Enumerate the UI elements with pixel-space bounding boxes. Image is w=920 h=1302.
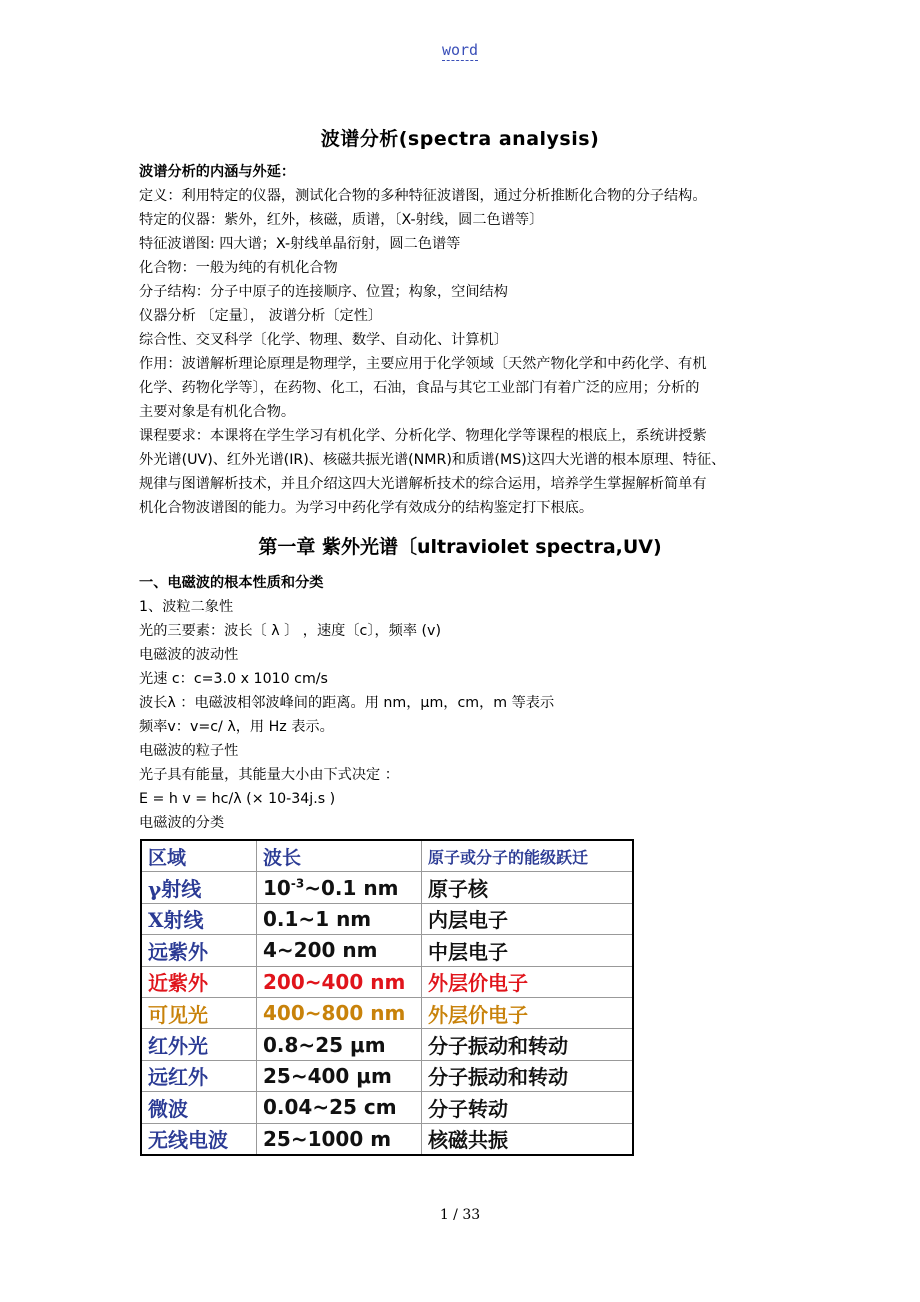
wavelength-text: 200~400 nm: [263, 969, 406, 994]
table-cell-transition: 核磁共振: [422, 1123, 634, 1155]
table-cell-region: 红外光: [141, 1029, 257, 1060]
table-cell-wavelength: [257, 903, 422, 934]
table-cell-region: 近紫外: [141, 966, 257, 997]
section-line: 一、电磁波的根本性质和分类: [139, 575, 324, 591]
table-header-row: [141, 840, 633, 872]
table-row: [141, 872, 633, 903]
section-line: 电磁波的分类: [139, 815, 225, 831]
wavelength-text: 25~400 μm: [263, 1063, 392, 1088]
header-word-link-text[interactable]: word: [441, 41, 479, 59]
table-row: [141, 903, 633, 934]
table-row: [141, 997, 633, 1028]
section-line: 电磁波的波动性: [139, 647, 239, 663]
section-line: E = h v = hc/λ (× 10-34j.s ): [139, 791, 336, 807]
wavelength-text: 400~800 nm: [263, 1001, 406, 1026]
table-cell-wavelength: [257, 1123, 422, 1155]
table-cell-transition: 分子振动和转动: [422, 1060, 634, 1091]
table-cell-wavelength: [257, 1060, 422, 1091]
intro-line: 化合物：一般为纯的有机化合物: [139, 260, 338, 276]
table-cell-transition: 原子核: [422, 872, 634, 903]
table-cell-wavelength: [257, 935, 422, 966]
table-cell-transition: 分子转动: [422, 1092, 634, 1123]
intro-line: 波谱分析的内涵与外延：: [139, 164, 296, 180]
table-cell-region: 无线电波: [141, 1123, 257, 1155]
section-line: 1、波粒二象性: [139, 599, 234, 615]
table-cell-wavelength: [257, 966, 422, 997]
table-cell-region: X射线: [141, 903, 257, 934]
header-word-link[interactable]: [0, 41, 920, 59]
wavelength-text-suffix: ~0.1 nm: [304, 875, 399, 900]
table-cell-region: γ射线: [141, 872, 257, 903]
chapter-title: 第一章 紫外光谱〔ultraviolet spectra,UV): [258, 536, 662, 558]
section-line: 频率v：v=c/ λ，用 Hz 表示。: [139, 719, 334, 735]
intro-line: 规律与图谱解析技术，并且介绍这四大光谱解析技术的综合运用，培养学生掌握解析简单有: [139, 476, 707, 492]
table-row: [141, 966, 633, 997]
section-line: 电磁波的粒子性: [139, 743, 239, 759]
document-title: 波谱分析(spectra analysis): [320, 128, 600, 150]
intro-line: 仪器分析 〔定量〕， 波谱分析〔定性〕: [139, 308, 383, 324]
wavelength-text: 4~200 nm: [263, 938, 378, 963]
intro-line: 分子结构：分子中原子的连接顺序、位置；构象，空间结构: [139, 284, 508, 300]
intro-line: 化学、药物化学等〕，在药物、化工，石油，食品与其它工业部门有着广泛的应用；分析的: [139, 380, 700, 396]
intro-line: 特征波谱图: 四大谱；X-射线单晶衍射，圆二色谱等: [139, 236, 461, 252]
table-cell-transition: 外层价电子: [422, 997, 634, 1028]
table-cell-region: 远紫外: [141, 935, 257, 966]
table-row: [141, 1060, 633, 1091]
table-cell-wavelength: [257, 1029, 422, 1060]
intro-line: 外光谱(UV)、红外光谱(IR)、核磁共振光谱(NMR)和质谱(MS)这四大光谱的根本原理、特征、: [139, 452, 726, 468]
table-cell-wavelength: [257, 1092, 422, 1123]
wavelength-text: 0.8~25 μm: [263, 1032, 386, 1057]
wavelength-text: 10: [263, 875, 291, 900]
intro-line: 定义：利用特定的仪器，测试化合物的多种特征波谱图，通过分析推断化合物的分子结构。: [139, 188, 707, 204]
table-cell-transition: 外层价电子: [422, 966, 634, 997]
intro-section: [139, 160, 789, 520]
section-line: 波长λ ：电磁波相邻波峰间的距离。用 nm，μm，cm，m 等表示: [139, 695, 555, 711]
table-header-wavelength: 波长: [257, 840, 422, 872]
section-line: 光速 c：c=3.0 x 1010 cm/s: [139, 671, 328, 687]
table-cell-wavelength: [257, 872, 422, 903]
intro-line: 主要对象是有机化合物。: [139, 404, 296, 420]
intro-line: 课程要求：本课将在学生学习有机化学、分析化学、物理化学等课程的根底上，系统讲授紫: [139, 428, 707, 444]
intro-line: 综合性、交叉科学〔化学、物理、数学、自动化、计算机〕: [139, 332, 508, 348]
intro-line: 作用：波谱解析理论原理是物理学，主要应用于化学领域〔天然产物化学和中药化学、有机: [139, 356, 707, 372]
table-cell-transition: 分子振动和转动: [422, 1029, 634, 1060]
page-indicator: 1 / 33: [439, 1207, 481, 1223]
wavelength-exponent: -3: [290, 875, 305, 890]
table-cell-transition: 内层电子: [422, 903, 634, 934]
table-row: [141, 1092, 633, 1123]
table-cell-region: 可见光: [141, 997, 257, 1028]
table-row: [141, 935, 633, 966]
section-em-waves: [139, 571, 789, 835]
wavelength-text: 0.1~1 nm: [263, 906, 372, 931]
section-line: 光的三要素：波长〔 λ 〕 ，速度〔c〕，频率 (v): [139, 623, 441, 639]
table-row: [141, 1029, 633, 1060]
table-row: [141, 1123, 633, 1155]
wavelength-text: 25~1000 m: [263, 1126, 392, 1151]
table-header-region: 区域: [141, 840, 257, 872]
table-cell-region: 远红外: [141, 1060, 257, 1091]
wavelength-text: 0.04~25 cm: [263, 1095, 397, 1120]
table-header-transition: 原子或分子的能级跃迁: [422, 840, 634, 872]
table-cell-transition: 中层电子: [422, 935, 634, 966]
section-line: 光子具有能量，其能量大小由下式决定 ：: [139, 767, 399, 783]
intro-line: 机化合物波谱图的能力。为学习中药化学有效成分的结构鉴定打下根底。: [139, 500, 594, 516]
intro-line: 特定的仪器：紫外，红外，核磁，质谱，〔X-射线，圆二色谱等〕: [139, 212, 544, 228]
table-cell-wavelength: [257, 997, 422, 1028]
em-spectrum-table: [140, 839, 634, 1156]
table-cell-region: 微波: [141, 1092, 257, 1123]
